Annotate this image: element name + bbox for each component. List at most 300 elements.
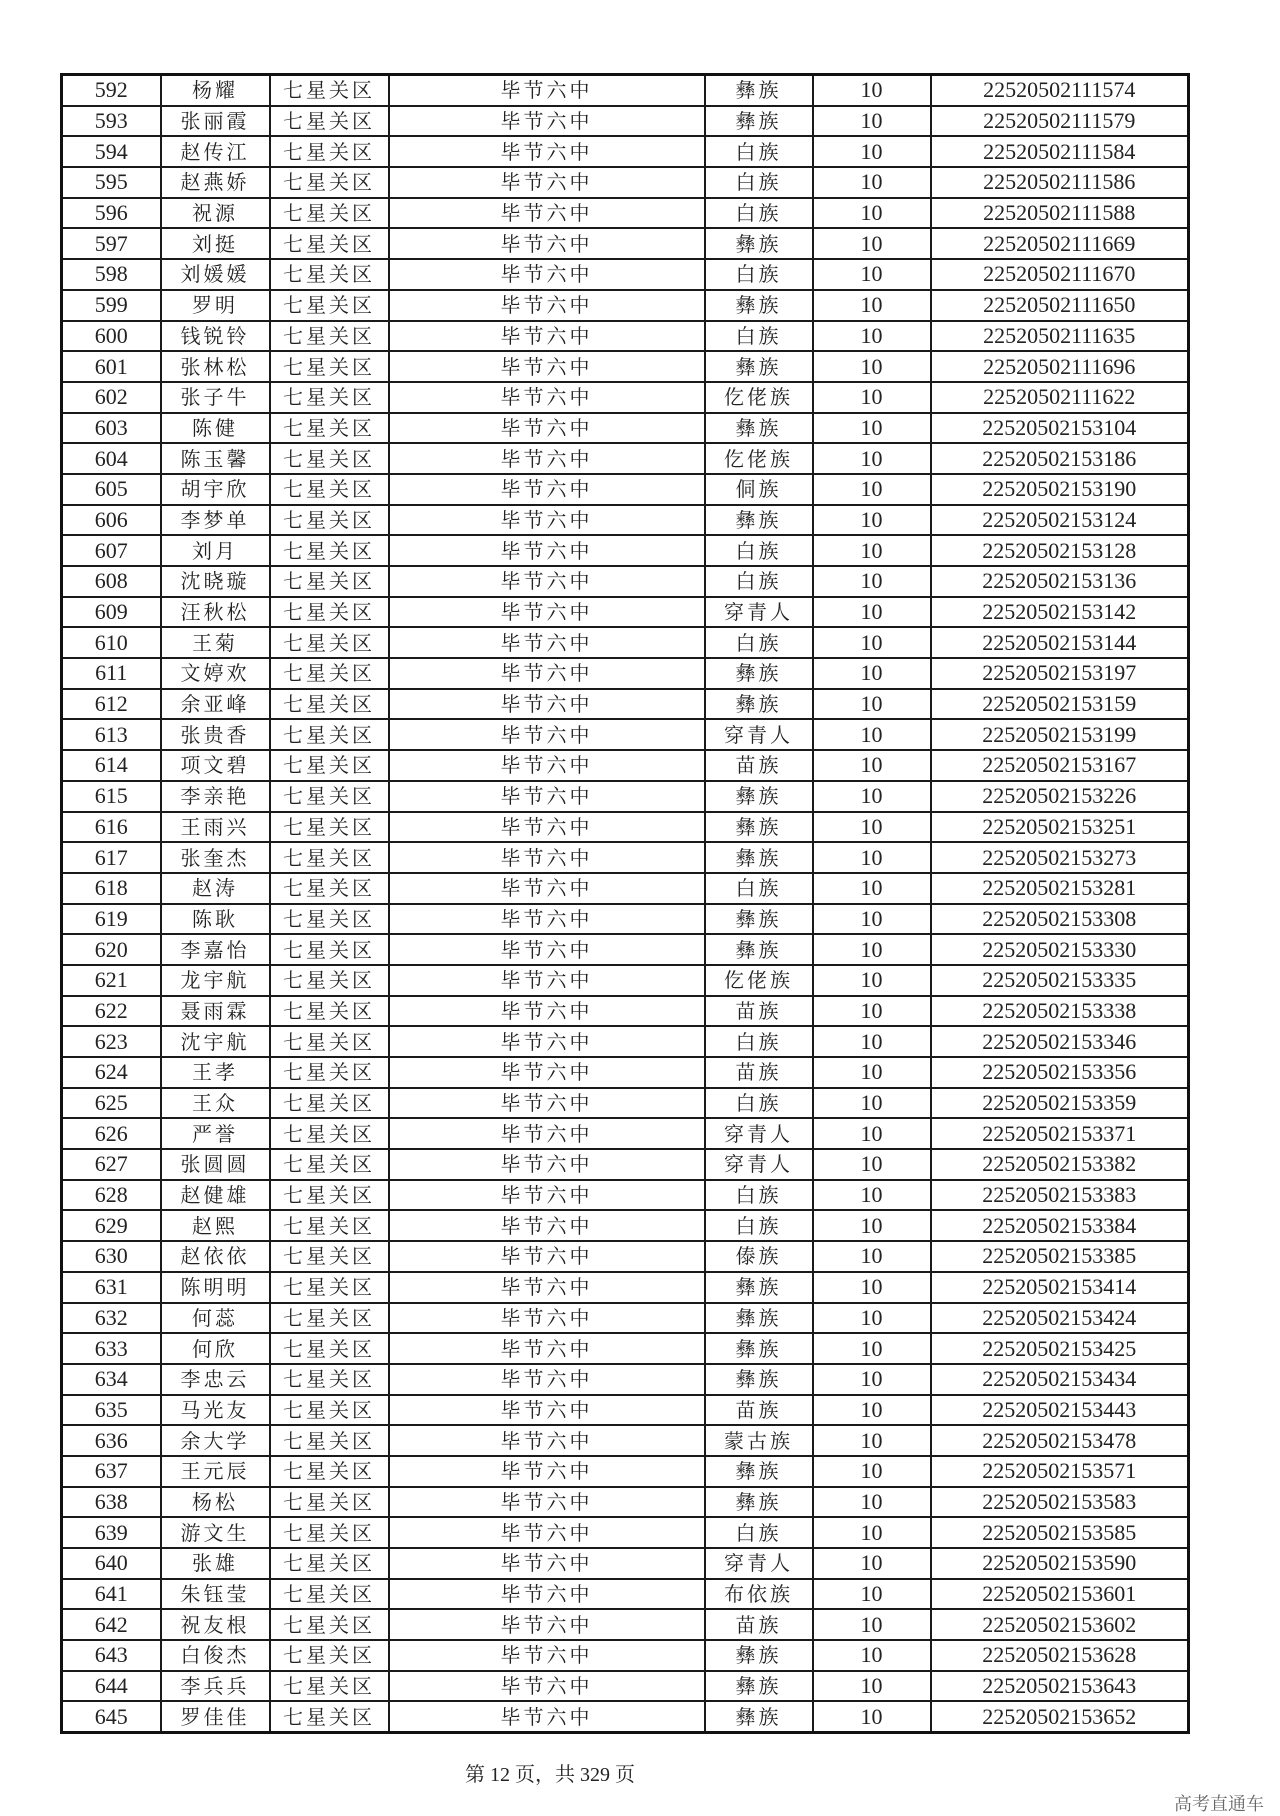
- table-row: [62, 1364, 1189, 1395]
- table-row: [62, 1057, 1189, 1088]
- student-name: 游文生: [161, 1517, 270, 1548]
- row-number: 602: [62, 382, 161, 413]
- score: 10: [813, 351, 931, 382]
- row-number: 640: [62, 1548, 161, 1579]
- ethnicity: 白族: [705, 1088, 813, 1119]
- score: 10: [813, 1548, 931, 1579]
- ethnicity: 白族: [705, 198, 813, 229]
- row-number: 606: [62, 505, 161, 536]
- student-name: 赵熙: [161, 1210, 270, 1241]
- school: 毕节六中: [389, 443, 705, 474]
- student-name: 文婷欢: [161, 658, 270, 689]
- school: 毕节六中: [389, 1609, 705, 1640]
- row-number: 615: [62, 781, 161, 812]
- row-number: 607: [62, 535, 161, 566]
- student-name: 李忠云: [161, 1364, 270, 1395]
- student-name: 张丽霞: [161, 106, 270, 137]
- table-row: [62, 719, 1189, 750]
- district: 七星关区: [270, 1272, 389, 1303]
- student-name: 汪秋松: [161, 597, 270, 628]
- district: 七星关区: [270, 1671, 389, 1702]
- row-number: 617: [62, 842, 161, 873]
- exam-id: 22520502153383: [931, 1180, 1189, 1211]
- score: 10: [813, 1241, 931, 1272]
- table-row: [62, 1517, 1189, 1548]
- ethnicity: 穿青人: [705, 1118, 813, 1149]
- ethnicity: 彝族: [705, 1487, 813, 1518]
- exam-id: 22520502153583: [931, 1487, 1189, 1518]
- row-number: 623: [62, 1026, 161, 1057]
- exam-id: 22520502153124: [931, 505, 1189, 536]
- exam-id: 22520502111574: [931, 75, 1189, 106]
- exam-id: 22520502153371: [931, 1118, 1189, 1149]
- ethnicity: 布依族: [705, 1579, 813, 1610]
- district: 七星关区: [270, 259, 389, 290]
- score: 10: [813, 1180, 931, 1211]
- exam-id: 22520502153136: [931, 566, 1189, 597]
- student-name: 杨松: [161, 1487, 270, 1518]
- row-number: 601: [62, 351, 161, 382]
- district: 七星关区: [270, 1118, 389, 1149]
- district: 七星关区: [270, 290, 389, 321]
- exam-id: 22520502153335: [931, 965, 1189, 996]
- student-name: 赵燕娇: [161, 167, 270, 198]
- district: 七星关区: [270, 1364, 389, 1395]
- exam-id: 22520502153142: [931, 597, 1189, 628]
- row-number: 644: [62, 1671, 161, 1702]
- school: 毕节六中: [389, 198, 705, 229]
- row-number: 624: [62, 1057, 161, 1088]
- school: 毕节六中: [389, 106, 705, 137]
- student-name: 赵健雄: [161, 1180, 270, 1211]
- table-row: [62, 443, 1189, 474]
- score: 10: [813, 1149, 931, 1180]
- school: 毕节六中: [389, 535, 705, 566]
- ethnicity: 白族: [705, 1180, 813, 1211]
- score: 10: [813, 1395, 931, 1426]
- ethnicity: 彝族: [705, 689, 813, 720]
- district: 七星关区: [270, 351, 389, 382]
- district: 七星关区: [270, 934, 389, 965]
- row-number: 618: [62, 873, 161, 904]
- ethnicity: 白族: [705, 535, 813, 566]
- score: 10: [813, 873, 931, 904]
- ethnicity: 白族: [705, 627, 813, 658]
- exam-id: 22520502111696: [931, 351, 1189, 382]
- exam-id: 22520502153199: [931, 719, 1189, 750]
- table-row: [62, 1118, 1189, 1149]
- score: 10: [813, 842, 931, 873]
- table-row: [62, 1333, 1189, 1364]
- score: 10: [813, 535, 931, 566]
- table-row: [62, 1487, 1189, 1518]
- row-number: 596: [62, 198, 161, 229]
- table-row: [62, 750, 1189, 781]
- table-row: [62, 934, 1189, 965]
- student-name: 张圆圆: [161, 1149, 270, 1180]
- row-number: 621: [62, 965, 161, 996]
- table-row: [62, 259, 1189, 290]
- exam-id: 22520502153104: [931, 413, 1189, 444]
- ethnicity: 仡佬族: [705, 382, 813, 413]
- exam-id: 22520502153251: [931, 812, 1189, 843]
- student-name: 张雄: [161, 1548, 270, 1579]
- score: 10: [813, 290, 931, 321]
- ethnicity: 穿青人: [705, 1149, 813, 1180]
- school: 毕节六中: [389, 290, 705, 321]
- table-row: [62, 1303, 1189, 1334]
- ethnicity: 穿青人: [705, 1548, 813, 1579]
- exam-id: 22520502111622: [931, 382, 1189, 413]
- school: 毕节六中: [389, 1425, 705, 1456]
- ethnicity: 白族: [705, 873, 813, 904]
- school: 毕节六中: [389, 689, 705, 720]
- table-row: [62, 1425, 1189, 1456]
- table-row: [62, 842, 1189, 873]
- ethnicity: 白族: [705, 566, 813, 597]
- table-row: [62, 1180, 1189, 1211]
- table-row: [62, 812, 1189, 843]
- school: 毕节六中: [389, 1364, 705, 1395]
- row-number: 635: [62, 1395, 161, 1426]
- score: 10: [813, 106, 931, 137]
- score: 10: [813, 198, 931, 229]
- student-name: 陈玉馨: [161, 443, 270, 474]
- row-number: 641: [62, 1579, 161, 1610]
- exam-id: 22520502153385: [931, 1241, 1189, 1272]
- ethnicity: 彝族: [705, 505, 813, 536]
- student-name: 王元辰: [161, 1456, 270, 1487]
- ethnicity: 仡佬族: [705, 965, 813, 996]
- district: 七星关区: [270, 1210, 389, 1241]
- row-number: 636: [62, 1425, 161, 1456]
- row-number: 620: [62, 934, 161, 965]
- table-row: [62, 1149, 1189, 1180]
- student-name: 刘月: [161, 535, 270, 566]
- district: 七星关区: [270, 228, 389, 259]
- score: 10: [813, 474, 931, 505]
- row-number: 592: [62, 75, 161, 106]
- student-name: 祝源: [161, 198, 270, 229]
- table-row: [62, 321, 1189, 352]
- district: 七星关区: [270, 812, 389, 843]
- student-name: 何蕊: [161, 1303, 270, 1334]
- exam-id: 22520502153128: [931, 535, 1189, 566]
- district: 七星关区: [270, 781, 389, 812]
- district: 七星关区: [270, 1395, 389, 1426]
- exam-id: 22520502153273: [931, 842, 1189, 873]
- ethnicity: 彝族: [705, 228, 813, 259]
- score: 10: [813, 1303, 931, 1334]
- page-number: 第 12 页，共 329 页: [465, 1764, 635, 1786]
- school: 毕节六中: [389, 382, 705, 413]
- ethnicity: 穿青人: [705, 597, 813, 628]
- school: 毕节六中: [389, 1180, 705, 1211]
- district: 七星关区: [270, 627, 389, 658]
- student-name: 张奎杰: [161, 842, 270, 873]
- score: 10: [813, 1364, 931, 1395]
- ethnicity: 白族: [705, 167, 813, 198]
- school: 毕节六中: [389, 1579, 705, 1610]
- district: 七星关区: [270, 1456, 389, 1487]
- student-name: 罗明: [161, 290, 270, 321]
- school: 毕节六中: [389, 842, 705, 873]
- row-number: 619: [62, 904, 161, 935]
- school: 毕节六中: [389, 1333, 705, 1364]
- exam-id: 22520502111670: [931, 259, 1189, 290]
- row-number: 595: [62, 167, 161, 198]
- student-name: 陈健: [161, 413, 270, 444]
- school: 毕节六中: [389, 566, 705, 597]
- table-row: [62, 1395, 1189, 1426]
- table-row: [62, 689, 1189, 720]
- ethnicity: 彝族: [705, 1701, 813, 1732]
- table-row: [62, 597, 1189, 628]
- ethnicity: 彝族: [705, 812, 813, 843]
- school: 毕节六中: [389, 351, 705, 382]
- ethnicity: 彝族: [705, 1364, 813, 1395]
- score: 10: [813, 321, 931, 352]
- row-number: 616: [62, 812, 161, 843]
- district: 七星关区: [270, 1241, 389, 1272]
- ethnicity: 彝族: [705, 934, 813, 965]
- table-row: [62, 1671, 1189, 1702]
- exam-id: 22520502153602: [931, 1609, 1189, 1640]
- score: 10: [813, 1425, 931, 1456]
- school: 毕节六中: [389, 719, 705, 750]
- row-number: 610: [62, 627, 161, 658]
- school: 毕节六中: [389, 597, 705, 628]
- school: 毕节六中: [389, 1671, 705, 1702]
- student-name: 钱锐铃: [161, 321, 270, 352]
- exam-id: 22520502153159: [931, 689, 1189, 720]
- student-name: 胡宇欣: [161, 474, 270, 505]
- school: 毕节六中: [389, 136, 705, 167]
- ethnicity: 彝族: [705, 106, 813, 137]
- row-number: 628: [62, 1180, 161, 1211]
- table-row: [62, 781, 1189, 812]
- exam-id: 22520502111588: [931, 198, 1189, 229]
- ethnicity: 苗族: [705, 1609, 813, 1640]
- district: 七星关区: [270, 1548, 389, 1579]
- school: 毕节六中: [389, 1456, 705, 1487]
- table-row: [62, 904, 1189, 935]
- school: 毕节六中: [389, 1241, 705, 1272]
- student-name: 余亚峰: [161, 689, 270, 720]
- ethnicity: 白族: [705, 259, 813, 290]
- district: 七星关区: [270, 1579, 389, 1610]
- row-number: 597: [62, 228, 161, 259]
- student-name: 李嘉怡: [161, 934, 270, 965]
- table-row: [62, 1241, 1189, 1272]
- score: 10: [813, 934, 931, 965]
- table-row: [62, 535, 1189, 566]
- ethnicity: 彝族: [705, 781, 813, 812]
- table-row: [62, 873, 1189, 904]
- score: 10: [813, 75, 931, 106]
- district: 七星关区: [270, 167, 389, 198]
- district: 七星关区: [270, 689, 389, 720]
- exam-id: 22520502111586: [931, 167, 1189, 198]
- student-name: 张林松: [161, 351, 270, 382]
- district: 七星关区: [270, 443, 389, 474]
- student-name: 张子牛: [161, 382, 270, 413]
- exam-id: 22520502153601: [931, 1579, 1189, 1610]
- score: 10: [813, 443, 931, 474]
- table-row: [62, 996, 1189, 1027]
- exam-id: 22520502153167: [931, 750, 1189, 781]
- table-row: [62, 1640, 1189, 1671]
- district: 七星关区: [270, 382, 389, 413]
- student-name: 白俊杰: [161, 1640, 270, 1671]
- table-row: [62, 505, 1189, 536]
- district: 七星关区: [270, 1149, 389, 1180]
- school: 毕节六中: [389, 1701, 705, 1732]
- student-name: 杨耀: [161, 75, 270, 106]
- row-number: 638: [62, 1487, 161, 1518]
- student-name: 朱钰莹: [161, 1579, 270, 1610]
- score: 10: [813, 1333, 931, 1364]
- student-name: 项文碧: [161, 750, 270, 781]
- exam-id: 22520502153628: [931, 1640, 1189, 1671]
- exam-id: 22520502153571: [931, 1456, 1189, 1487]
- exam-id: 22520502111635: [931, 321, 1189, 352]
- district: 七星关区: [270, 873, 389, 904]
- row-number: 631: [62, 1272, 161, 1303]
- district: 七星关区: [270, 658, 389, 689]
- school: 毕节六中: [389, 904, 705, 935]
- district: 七星关区: [270, 996, 389, 1027]
- student-name: 李梦单: [161, 505, 270, 536]
- school: 毕节六中: [389, 873, 705, 904]
- score: 10: [813, 1456, 931, 1487]
- student-list-table: [60, 73, 1190, 1734]
- school: 毕节六中: [389, 658, 705, 689]
- school: 毕节六中: [389, 321, 705, 352]
- ethnicity: 白族: [705, 1517, 813, 1548]
- school: 毕节六中: [389, 75, 705, 106]
- row-number: 593: [62, 106, 161, 137]
- student-name: 刘媛媛: [161, 259, 270, 290]
- student-name: 马光友: [161, 1395, 270, 1426]
- score: 10: [813, 597, 931, 628]
- table-row: [62, 136, 1189, 167]
- ethnicity: 彝族: [705, 904, 813, 935]
- student-name: 沈宇航: [161, 1026, 270, 1057]
- district: 七星关区: [270, 535, 389, 566]
- score: 10: [813, 1517, 931, 1548]
- exam-id: 22520502153652: [931, 1701, 1189, 1732]
- school: 毕节六中: [389, 996, 705, 1027]
- district: 七星关区: [270, 1487, 389, 1518]
- ethnicity: 白族: [705, 1210, 813, 1241]
- district: 七星关区: [270, 1701, 389, 1732]
- district: 七星关区: [270, 1640, 389, 1671]
- row-number: 629: [62, 1210, 161, 1241]
- exam-id: 22520502153308: [931, 904, 1189, 935]
- score: 10: [813, 1026, 931, 1057]
- district: 七星关区: [270, 1517, 389, 1548]
- district: 七星关区: [270, 106, 389, 137]
- exam-id: 22520502153190: [931, 474, 1189, 505]
- student-name: 赵传江: [161, 136, 270, 167]
- school: 毕节六中: [389, 781, 705, 812]
- school: 毕节六中: [389, 812, 705, 843]
- district: 七星关区: [270, 1180, 389, 1211]
- score: 10: [813, 658, 931, 689]
- row-number: 622: [62, 996, 161, 1027]
- ethnicity: 彝族: [705, 658, 813, 689]
- exam-id: 22520502153414: [931, 1272, 1189, 1303]
- table-row: [62, 1701, 1189, 1732]
- row-number: 633: [62, 1333, 161, 1364]
- student-name: 聂雨霖: [161, 996, 270, 1027]
- ethnicity: 侗族: [705, 474, 813, 505]
- table-body: [62, 75, 1189, 1733]
- ethnicity: 苗族: [705, 996, 813, 1027]
- exam-id: 22520502153356: [931, 1057, 1189, 1088]
- row-number: 611: [62, 658, 161, 689]
- student-name: 王孝: [161, 1057, 270, 1088]
- row-number: 604: [62, 443, 161, 474]
- ethnicity: 苗族: [705, 750, 813, 781]
- score: 10: [813, 965, 931, 996]
- school: 毕节六中: [389, 934, 705, 965]
- ethnicity: 彝族: [705, 1456, 813, 1487]
- score: 10: [813, 996, 931, 1027]
- exam-id: 22520502153590: [931, 1548, 1189, 1579]
- table-row: [62, 1456, 1189, 1487]
- ethnicity: 苗族: [705, 1395, 813, 1426]
- row-number: 594: [62, 136, 161, 167]
- school: 毕节六中: [389, 750, 705, 781]
- exam-id: 22520502153643: [931, 1671, 1189, 1702]
- row-number: 598: [62, 259, 161, 290]
- exam-id: 22520502111584: [931, 136, 1189, 167]
- exam-id: 22520502153585: [931, 1517, 1189, 1548]
- score: 10: [813, 413, 931, 444]
- table-row: [62, 627, 1189, 658]
- exam-id: 22520502153382: [931, 1149, 1189, 1180]
- row-number: 608: [62, 566, 161, 597]
- school: 毕节六中: [389, 1118, 705, 1149]
- score: 10: [813, 1609, 931, 1640]
- ethnicity: 白族: [705, 136, 813, 167]
- district: 七星关区: [270, 1425, 389, 1456]
- school: 毕节六中: [389, 167, 705, 198]
- score: 10: [813, 566, 931, 597]
- exam-id: 22520502111669: [931, 228, 1189, 259]
- score: 10: [813, 1272, 931, 1303]
- student-name: 何欣: [161, 1333, 270, 1364]
- score: 10: [813, 1671, 931, 1702]
- school: 毕节六中: [389, 627, 705, 658]
- school: 毕节六中: [389, 1395, 705, 1426]
- exam-id: 22520502153346: [931, 1026, 1189, 1057]
- student-name: 赵依依: [161, 1241, 270, 1272]
- score: 10: [813, 1210, 931, 1241]
- ethnicity: 蒙古族: [705, 1425, 813, 1456]
- ethnicity: 彝族: [705, 1272, 813, 1303]
- district: 七星关区: [270, 136, 389, 167]
- district: 七星关区: [270, 1026, 389, 1057]
- student-name: 祝友根: [161, 1609, 270, 1640]
- district: 七星关区: [270, 1609, 389, 1640]
- table-row: [62, 382, 1189, 413]
- district: 七星关区: [270, 904, 389, 935]
- row-number: 639: [62, 1517, 161, 1548]
- score: 10: [813, 1118, 931, 1149]
